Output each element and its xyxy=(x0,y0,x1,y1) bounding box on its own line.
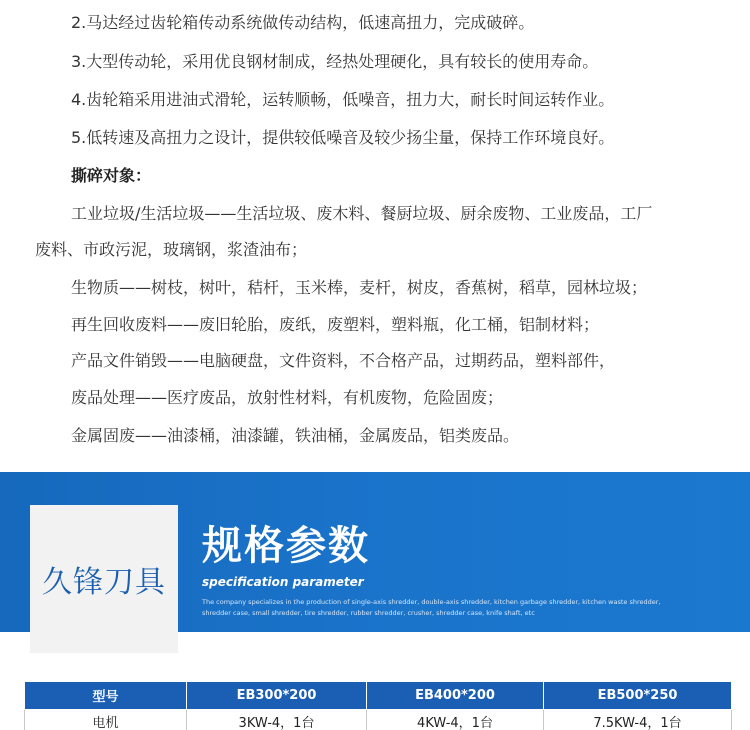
objects-industrial-line2: 废料、市政污泥，玻璃钢，浆渣油布； xyxy=(35,240,308,259)
spec-title: 规格参数 xyxy=(202,523,370,569)
spec-table-header-row xyxy=(25,682,732,710)
objects-biomass: 生物质——树枝，树叶，秸杆，玉米棒，麦杆，树皮，香蕉树，稻草，园林垃圾； xyxy=(71,278,648,297)
objects-recycling: 再生回收废料——废旧轮胎，废纸，废塑料，塑料瓶，化工桶，铝制材料； xyxy=(71,315,600,334)
objects-metal: 金属固废——油漆桶，油漆罐，铁油桶，金属废品，铝类废品。 xyxy=(71,426,520,445)
table-row xyxy=(25,710,732,730)
header-eb300: EB300*200 xyxy=(187,682,367,710)
row-label-motor: 电机 xyxy=(25,710,187,730)
motor-eb300: 3KW-4，1台 xyxy=(187,710,367,730)
feature-item-4: 4.齿轮箱采用进油式滑轮，运转顺畅，低噪音，扭力大，耐长时间运转作业。 xyxy=(71,90,615,109)
feature-item-2: 2.马达经过齿轮箱传动系统做传动结构，低速高扭力，完成破碎。 xyxy=(71,13,535,32)
spec-description: The company specializes in the production of single-axis shredder, double-axis shredder, kitchen garbage shredder, kitchen waste shredder, shredder case, small shredder, tire shredder, rubber shredder, crusher, shredder case, knife shaft, etc xyxy=(202,598,661,617)
motor-eb400: 4KW-4，1台 xyxy=(367,710,544,730)
motor-eb500: 7.5KW-4，1台 xyxy=(544,710,732,730)
objects-industrial-line1: 工业垃圾/生活垃圾——生活垃圾、废木料、餐厨垃圾、厨余废物、工业废品，工厂 xyxy=(71,204,653,223)
feature-item-5: 5.低转速及高扭力之设计，提供较低噪音及较少扬尘量，保持工作环境良好。 xyxy=(71,128,615,147)
header-eb400: EB400*200 xyxy=(367,682,544,710)
brand-logo-box xyxy=(30,505,178,653)
feature-item-3: 3.大型传动轮，采用优良钢材制成，经热处理硬化，具有较长的使用寿命。 xyxy=(71,52,599,71)
brand-name: 久锋刀具 xyxy=(42,565,166,600)
shred-objects-heading: 撕碎对象： xyxy=(71,166,152,185)
header-eb500: EB500*250 xyxy=(544,682,732,710)
objects-destruction: 产品文件销毁——电脑硬盘，文件资料，不合格产品，过期药品，塑料部件， xyxy=(71,351,616,370)
spec-table xyxy=(24,681,732,730)
spec-subtitle: specification parameter xyxy=(202,575,364,589)
objects-disposal: 废品处理——医疗废品，放射性材料，有机废物，危险固废； xyxy=(71,388,504,407)
header-model: 型号 xyxy=(25,682,187,710)
